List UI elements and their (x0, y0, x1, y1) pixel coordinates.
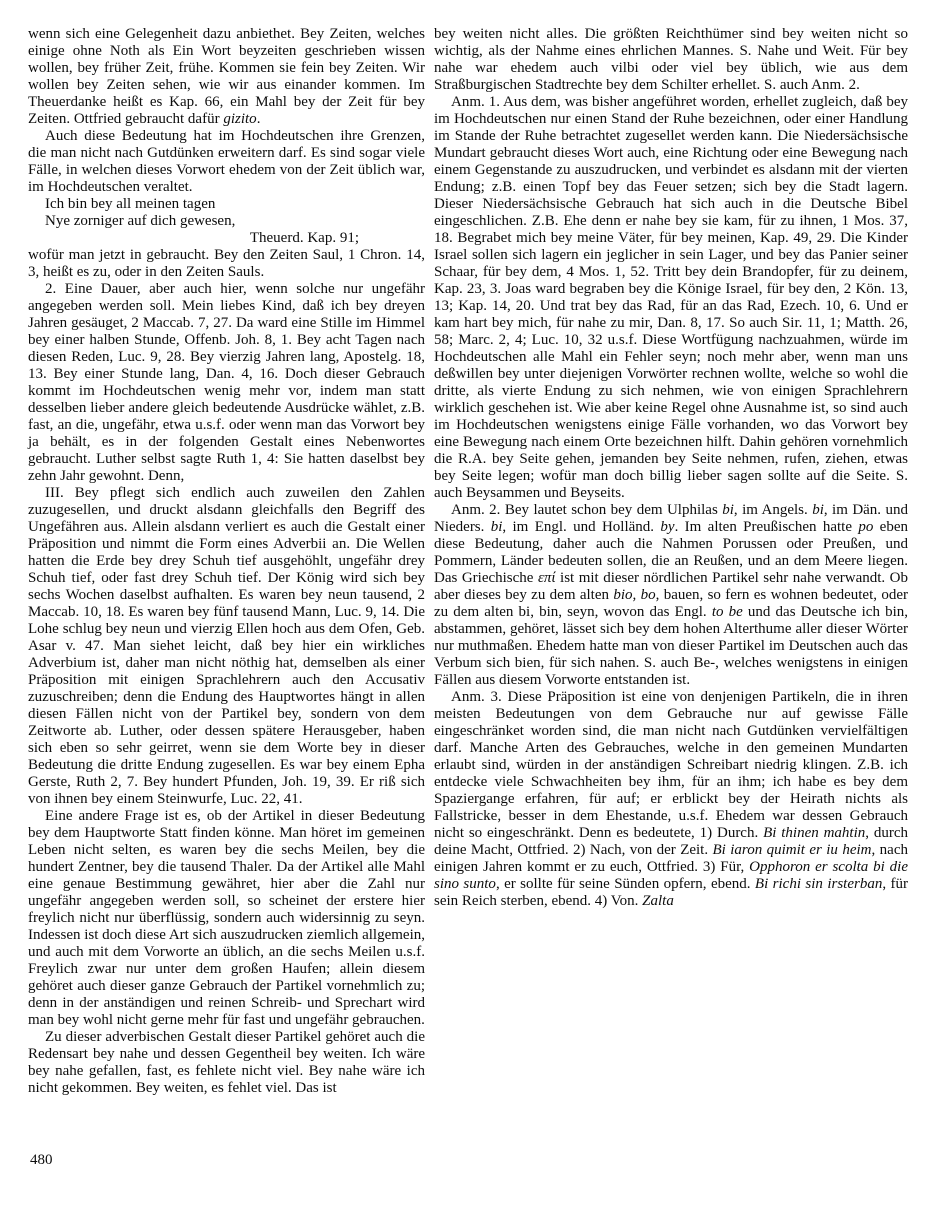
text-run: , nach einigen Jahren kommt er zu euch, Ottfried. 3) Für, (434, 842, 908, 875)
text-run: 2. Eine Dauer, aber auch hier, wenn solche nur ungefähr angegeben werden soll. Mein liebes Kind, daß ich bey dreyen Jahren gesäuget, 2 Maccab. 7, 27. Da ward eine Stille im Himmel bey einer halben Stunde, Offenb. Joh. 8, 1. Bey acht Tagen nach diesen Reden, Luc. 9, 28. Bey vierzig Jahren lang, Apostelg. 18, 13. Bey einer Stunde lang, Dan. 4, 16. Doch dieser Gebrauch kommt im Hochdeutschen wenig mehr vor, indem man statt desselben lieber andere gleich bedeutende Ausdrücke wählet, z.B. fast, an die, ungefähr, etwa u.s.f. oder wenn man das Vorwort bey ja behält, es in der folgenden Gestalt eines Nebenwortes gebraucht. Luther selbst sagte Ruth 1, 4: Sie hatten daselbst bey zehn Jahr gewohnt. Denn, (28, 281, 425, 484)
text-run: ist mit dieser nördlichen Partikel sehr nahe verwandt. Ob aber dieses bey zu dem alten (434, 570, 908, 603)
text-column-right (434, 26, 908, 1097)
verse-line-1 (28, 196, 425, 213)
italic-text: to be (711, 604, 743, 620)
italic-text: Bi iaron quimit er iu heim (712, 842, 872, 858)
text-run: , durch deine Macht, Ottfried. 2) Nach, von der Zeit. (434, 825, 908, 858)
text-run: wenn sich eine Gelegenheit dazu anbiethet. Bey Zeiten, welches einige ohne Noth als Ein Wort beyzeiten geschrieben wissen wollen, bey früher Zeit, frühe. Kommen sie fein bey Zeiten. Wir wollen bey Zeiten sehen, wie wir aus einander kommen. Im Theuerdanke heißt es Kap. 66, ein Mahl bey der Zeit für bey Zeiten. Ottfried gebraucht dafür (28, 26, 425, 127)
text-run: . (256, 111, 261, 127)
italic-text: επί (537, 570, 556, 586)
citation-theuerdank (28, 230, 425, 247)
text-run: Auch diese Bedeutung hat im Hochdeutschen ihre Grenzen, die man nicht nach Gutdünken erweitern darf. Es sind sogar viele Fälle, in welchen dieses Vorwort ehedem von der Zeit üblich war, im Hochdeutschen veraltet. (28, 128, 425, 195)
text-run: Theuerd. Kap. 91; (249, 230, 359, 246)
text-run: III. Bey pflegt sich endlich auch zuweilen den Zahlen zuzugesellen, und druckt alsdann gleichfalls den Begriff des Ungefähren aus. Allein alsdann verliert es auch die Gestalt einer Präposition und nimmt die Form eines Adverbii an. Die Wellen hatten die Erde bey drey Schuh tief ausgehöhlt, ungefähr drey Schuh tief, oder fast drey Schuh tief. Der König wird sich bey sechs Wochen daselbst aufhalten. Es waren bey neun tausend, 2 Maccab. 10, 18. Es waren bey fünf tausend Mann, Luc. 9, 14. Die Lohe schlug bey neun und vierzig Ellen hoch aus dem Ofen, Geb. Asar v. 47. Man siehet leicht, daß bey hier ein wirkliches Adverbium ist, daher man nicht nöthig hat, demselben als einer Präposition mit einigen Sprachlehrern auch den Accusativ zuzuschreiben; denn die Endung des Hauptwortes hängt in allen diesen Fällen nicht von der Partikel bey, sondern von dem Zeitworte ab. Luther, oder dessen spätere Herausgeber, haben sich eben so sehr geirret, wenn sie dem Worte bey in dieser Bedeutung die dritte Endung zugesellen. Es war bey einem Epha Gerste, Ruth 2, 7. Bey hundert Pfunden, Joh. 19, 39. Er riß sich von ihnen bey einem Steinwurfe, Luc. 22, 41. (28, 485, 425, 807)
text-run: Ich bin bey all meinen tagen (45, 196, 216, 212)
page-number: 480 (30, 1152, 53, 1168)
text-run: Eine andere Frage ist es, ob der Artikel in dieser Bedeutung bey dem Hauptworte Statt finden könne. Man höret im gemeinen Leben nicht selten, es waren bey die sechs Meilen, bey die hundert Zentner, bey die tausend Thaler. Da der Artikel alle Mahl eine genaue Bestimmung gewähret, hier aber die Zahl nur ungefähr angegeben werden soll, so scheinet der erstere hier freylich nicht nur überflüssig, sondern auch widersinnig zu seyn. Indessen ist doch diese Art sich auszudrucken ziemlich allgemein, und auch mit dem Vorworte an üblich, an die sechs Meilen u.s.f. Freylich zwar nur unter dem großen Haufen; allein diesem gehöret auch dieser ganze Gebrauch der Partikel vornehmlich zu; denn in der anständigen und reinen Schreib- und Sprechart wird man bey wohl nicht gerne mehr für fast und ungefähr gebrauchen. (28, 808, 425, 1028)
two-column-text-area (28, 26, 908, 1097)
text-run: , er sollte für seine Sünden opfern, ebend. (495, 876, 755, 892)
text-run: wofür man jetzt in gebraucht. Bey den Zeiten Saul, 1 Chron. 14, 3, heißt es zu, oder in den Zeiten Sauls. (28, 247, 425, 280)
paragraph-anm-3 (434, 689, 908, 910)
text-run: , für sein Reich sterben, ebend. 4) Von. (434, 876, 908, 909)
italic-text: bi (722, 502, 734, 518)
text-run: . Im alten Preußischen hatte (674, 519, 859, 535)
italic-text: po (858, 519, 874, 535)
italic-text: Zalta (642, 893, 674, 909)
text-run: , im Angels. (733, 502, 813, 518)
paragraph-bey-nahe (28, 1029, 425, 1097)
text-run: , bauen, so fern es wohnen bedeutet, oder zu dem alten bi, bin, seyn, wovon das Engl. (434, 587, 908, 620)
text-run: Zu dieser adverbischen Gestalt dieser Partikel gehöret auch die Redensart bey nahe und dessen Gegentheil bey weiten. Ich wäre bey nahe gefallen, fast, es fehlete nicht viel. Bey nahe wäre ich nicht gekommen. Bey weiten, es fehlet viel. Das ist (28, 1029, 425, 1096)
paragraph-anm-2 (434, 502, 908, 689)
text-run: Anm. 3. Diese Präposition ist eine von denjenigen Partikeln, die in ihren meisten Bedeutungen von dem Gebrauche nur auf gewisse Fälle eingeschränket worden sind, die man nicht nach Gutdünken vervielfältigen darf. Manche Arten des Gebrauches, welche in den gemeinen Mundarten erlaubt sind, würden in der anständigen Schreibart niedrig klingen. Z.B. ich entdecke viele Schwachheiten bey ihm, für an ihm; ich habe es bey dem Spaziergange erfahren, für auf; er erblickt bey der Heirath nichts als Fallstricke, besser in dem Ehestande, u.s.f. Ehedem war dessen Gebrauch nicht so eingeschränkt. Denn es bedeutete, 1) Durch. (434, 689, 908, 841)
italic-text: Bi richi sin irsterban (754, 876, 883, 892)
text-run: Nye zorniger auf dich gewesen, (45, 213, 236, 229)
italic-text: bi (812, 502, 824, 518)
italic-text: by (660, 519, 675, 535)
paragraph-bey-weiten (434, 26, 908, 94)
italic-text: bi (490, 519, 503, 535)
paragraph-iii-bey (28, 485, 425, 808)
text-run: eben diese Bedeutung, daher auch die Nahmen Porussen oder Preußen, und Pommern, Länder bedeuten sollen, die an Reußen, und an dem Meere liegen. Das Griechische (434, 519, 908, 586)
paragraph-anm-1 (434, 94, 908, 502)
text-run: Anm. 1. Aus dem, was bisher angeführet worden, erhellet zugleich, daß bey im Hochdeutschen nur einen Stand der Ruhe bezeichnen, oder einer Handlung im Stande der Ruhe betrachtet zugesellet werden kann. Die Niedersächsische Mundart gebraucht dieses Wort auch, eine Richtung oder eine Bewegung nach einem Gegenstande zu auszudrucken, und verbindet es alsdann mit der vierten Endung; z.B. einen Topf bey das Feuer setzen; sich bey die Stadt lagern. Dieser Niedersächsische Gebrauch hat sich auch in die Deutsche Bibel eingeschlichen. Z.B. Ehe denn er nahe bey sie kam, für zu ihnen, 1 Mos. 37, 18. Begrabet mich bey meine Väter, für bey meinen, Kap. 49, 29. Die Kinder Israel sollen sich lagern ein jeglicher in sein Lager, und bey das Panier seiner Schaar, für bey dem, 4 Mos. 1, 52. Tritt bey dein Brandopfer, für zu deinem, Kap. 23, 3. Joas ward begraben bey die Könige Israel, für bey den, 2 Kön. 13, 13; Kap. 14, 20. Und trat bey das Rad, für an das Rad, Ezech. 10, 6. Und er kam hart bey mich, für nahe zu mir, Dan. 8, 17. So auch Sir. 11, 1; Matth. 26, 58; Marc. 2, 4; Luc. 10, 32 u.s.f. Diese Wortfügung nachzuahmen, würde im Hochdeutschen alle Mahl ein Fehler seyn; noch mehr aber, wenn man uns deßwillen bey unter diejenigen Vorwörter rechnen wollte, welche so wohl die dritte, als vierte Endung zu sich nehmen, wie von einigen Sprachlehrern wirklich geschehen ist. Wie aber keine Regel ohne Ausnahme ist, so sind auch im Hochdeutschen wenigstens einige Fälle vorhanden, wo das Vorwort bey eine Bewegung nach einem Orte bezeichnen hilft. Dahin gehören vornehmlich die R.A. bey Seite gehen, jemanden bey Seite nehmen, rufen, ziehen, etwas bey Seite legen; wofür man doch billig lieber sagen sollte auf die Seite. S. auch Beysammen und Beyseits. (434, 94, 908, 501)
italic-text: Opphoron er scolta bi die sino sunto (434, 859, 908, 892)
text-column-left (28, 26, 425, 1097)
text-run: , im Dän. und Nieders. (434, 502, 908, 535)
paragraph-bedeutung-grenzen (28, 128, 425, 196)
text-run: bey weiten nicht alles. Die größten Reichthümer sind bey weiten nicht so wichtig, als der Nahme eines ehrlichen Mannes. S. Nahe und Weit. Für bey nahe war ehedem auch vilbi oder viel bey üblich, wie aus dem Straßburgischen Stadtrechte bey dem Schilter erhellet. S. auch Anm. 2. (434, 26, 908, 93)
text-run: Anm. 2. Bey lautet schon bey dem Ulphilas (451, 502, 723, 518)
verse-line-2 (28, 213, 425, 230)
paragraph-bey-zeiten (28, 26, 425, 128)
paragraph-wofuer (28, 247, 425, 281)
italic-text: Bi thinen mahtin (763, 825, 866, 841)
paragraph-andere-frage (28, 808, 425, 1029)
paragraph-eine-dauer (28, 281, 425, 485)
text-run: und das Deutsche ich bin, abstammen, gehöret, lässet sich bey dem hohen Alterthume aller dieser Wörter nur muthmaßen. Ehedem hatte man von dieser Partikel im Deutschen auch das Verbum sich bien, für sich nahen. S. auch Be-, welches wenigstens in einigen Fällen aus diesem Vorworte entstanden ist. (434, 604, 908, 688)
italic-text: bio, bo (613, 587, 656, 603)
italic-text: gizito (223, 111, 257, 127)
text-run: , im Engl. und Holländ. (502, 519, 661, 535)
